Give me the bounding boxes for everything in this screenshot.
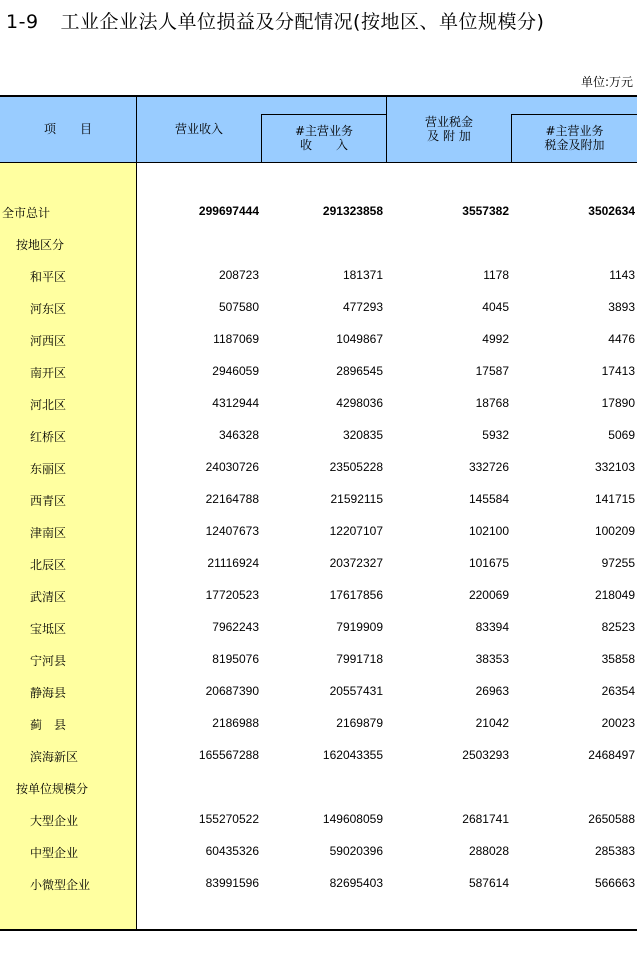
row-label: 东丽区 <box>30 462 67 476</box>
table-row <box>0 707 637 739</box>
cell-value: 7919909 <box>336 620 383 634</box>
cell-value: 346328 <box>218 428 259 442</box>
cell-value: 4992 <box>482 332 509 346</box>
table-row <box>0 451 637 483</box>
table-row <box>0 579 637 611</box>
table-row <box>0 771 637 803</box>
cell-value: 1143 <box>609 268 635 282</box>
cell-value: 17720523 <box>205 588 259 602</box>
table-row <box>0 291 637 323</box>
cell-value: 181371 <box>342 268 383 282</box>
cell-value: 477293 <box>342 300 383 314</box>
header-tax-line2: 及 附 加 <box>427 129 471 143</box>
cell-value: 20557431 <box>329 684 383 698</box>
header-main-revenue-line1: #主营业务 <box>294 124 354 138</box>
cell-value: 291323858 <box>322 204 383 218</box>
cell-value: 12407673 <box>205 524 259 538</box>
cell-value: 17413 <box>601 364 635 378</box>
table-row <box>0 611 637 643</box>
header-main-tax-line2: 税金及附加 <box>544 138 605 152</box>
row-label: 静海县 <box>30 686 67 700</box>
cell-value: 5932 <box>482 428 509 442</box>
row-label: 宁河县 <box>30 654 67 668</box>
cell-value: 141715 <box>594 492 635 506</box>
table-title: 工业企业法人单位损益及分配情况(按地区、单位规模分) <box>60 11 545 33</box>
cell-value: 1049867 <box>336 332 383 346</box>
cell-value: 2503293 <box>462 748 509 762</box>
row-label: 全市总计 <box>2 206 51 220</box>
table-row <box>0 387 637 419</box>
cell-value: 220069 <box>468 588 509 602</box>
cell-value: 21116924 <box>207 556 259 570</box>
row-label: 中型企业 <box>30 846 79 860</box>
cell-value: 24030726 <box>205 460 259 474</box>
row-label: 和平区 <box>30 270 67 284</box>
table-row <box>0 739 637 771</box>
cell-value: 8195076 <box>212 652 259 666</box>
cell-value: 3557382 <box>462 204 509 218</box>
cell-value: 285383 <box>594 844 635 858</box>
cell-value: 100209 <box>594 524 635 538</box>
row-label: 小微型企业 <box>30 878 91 892</box>
table-row <box>0 419 637 451</box>
cell-value: 2681741 <box>462 812 509 826</box>
row-label: 津南区 <box>30 526 67 540</box>
cell-value: 1178 <box>483 268 509 282</box>
header-main-tax <box>512 124 637 152</box>
cell-value: 2468497 <box>588 748 635 762</box>
row-label: 武清区 <box>30 590 67 604</box>
table-row <box>0 835 637 867</box>
row-label: 蓟 县 <box>30 718 67 732</box>
cell-value: 17617856 <box>329 588 383 602</box>
table-top-border <box>0 95 637 97</box>
cell-value: 102100 <box>468 524 509 538</box>
cell-value: 3502634 <box>588 204 635 218</box>
unit-label: 单位:万元 <box>580 75 633 89</box>
header-tax <box>387 115 511 143</box>
header-main-tax-line1: #主营业务 <box>545 124 604 138</box>
cell-value: 2169879 <box>336 716 383 730</box>
cell-value: 4298036 <box>336 396 383 410</box>
cell-value: 18768 <box>475 396 509 410</box>
header-bottom-border <box>0 162 637 163</box>
header-sub-line-2 <box>512 114 637 115</box>
cell-value: 17587 <box>475 364 509 378</box>
table-row <box>0 515 637 547</box>
cell-value: 2186988 <box>212 716 259 730</box>
cell-value: 208723 <box>218 268 259 282</box>
row-label: 河西区 <box>30 334 67 348</box>
cell-value: 2896545 <box>336 364 383 378</box>
cell-value: 21592115 <box>330 492 383 506</box>
cell-value: 22164788 <box>205 492 259 506</box>
header-tax-line1: 营业税金 <box>424 115 473 129</box>
cell-value: 23505228 <box>329 460 383 474</box>
cell-value: 60435326 <box>205 844 259 858</box>
row-label: 河北区 <box>30 398 67 412</box>
cell-value: 26963 <box>475 684 509 698</box>
row-label: 滨海新区 <box>30 750 79 764</box>
page-title <box>6 7 544 34</box>
cell-value: 83991596 <box>205 876 259 890</box>
cell-value: 2650588 <box>588 812 635 826</box>
row-label: 按单位规模分 <box>16 782 89 796</box>
table-row <box>0 675 637 707</box>
cell-value: 17890 <box>601 396 635 410</box>
table-row <box>0 803 637 835</box>
cell-value: 59020396 <box>329 844 383 858</box>
cell-value: 288028 <box>468 844 509 858</box>
table-row <box>0 547 637 579</box>
header-revenue: 营业收入 <box>174 122 223 136</box>
cell-value: 4312944 <box>212 396 259 410</box>
cell-value: 1187069 <box>213 332 259 346</box>
cell-value: 83394 <box>475 620 509 634</box>
cell-value: 299697444 <box>198 204 259 218</box>
table-row <box>0 867 637 899</box>
table-row <box>0 643 637 675</box>
cell-value: 4045 <box>482 300 509 314</box>
row-label: 红桥区 <box>30 430 67 444</box>
row-label: 西青区 <box>30 494 67 508</box>
table-row <box>0 355 637 387</box>
cell-value: 7991718 <box>336 652 383 666</box>
table-row <box>0 323 637 355</box>
cell-value: 20372327 <box>329 556 383 570</box>
cell-value: 3893 <box>608 300 635 314</box>
cell-value: 332103 <box>594 460 635 474</box>
header-item: 项 目 <box>43 122 92 136</box>
cell-value: 4476 <box>608 332 635 346</box>
cell-value: 332726 <box>468 460 509 474</box>
row-label: 按地区分 <box>16 238 65 252</box>
cell-value: 82523 <box>601 620 635 634</box>
cell-value: 507580 <box>218 300 259 314</box>
table-row <box>0 483 637 515</box>
cell-value: 155270522 <box>198 812 259 826</box>
cell-value: 38353 <box>475 652 509 666</box>
cell-value: 218049 <box>594 588 635 602</box>
cell-value: 20687390 <box>205 684 259 698</box>
table-bottom-border <box>0 929 637 931</box>
cell-value: 320835 <box>342 428 383 442</box>
col-divider-3 <box>386 96 387 163</box>
cell-value: 101675 <box>468 556 509 570</box>
cell-value: 587614 <box>468 876 509 890</box>
table-row <box>0 259 637 291</box>
cell-value: 7962243 <box>212 620 259 634</box>
cell-value: 566663 <box>594 876 635 890</box>
cell-value: 20023 <box>601 716 635 730</box>
cell-value: 97255 <box>601 556 635 570</box>
col-divider-4 <box>511 114 512 163</box>
cell-value: 21042 <box>475 716 509 730</box>
row-label: 河东区 <box>30 302 67 316</box>
cell-value: 82695403 <box>329 876 383 890</box>
cell-value: 12207107 <box>329 524 383 538</box>
cell-value: 162043355 <box>322 748 383 762</box>
row-label: 南开区 <box>30 366 67 380</box>
cell-value: 2946059 <box>212 364 259 378</box>
cell-value: 165567288 <box>198 748 259 762</box>
row-label: 大型企业 <box>30 814 79 828</box>
header-main-revenue <box>262 124 386 152</box>
row-label: 宝坻区 <box>30 622 67 636</box>
cell-value: 145584 <box>468 492 509 506</box>
col-divider-2 <box>261 114 262 163</box>
table-row <box>0 227 637 259</box>
header-main-revenue-line2: 收 入 <box>299 138 348 152</box>
header-sub-line-1 <box>262 114 386 115</box>
table-row <box>0 195 637 227</box>
table-number: 1-9 <box>6 11 39 33</box>
cell-value: 35858 <box>601 652 635 666</box>
row-label: 北辰区 <box>30 558 67 572</box>
cell-value: 26354 <box>601 684 635 698</box>
cell-value: 149608059 <box>322 812 383 826</box>
cell-value: 5069 <box>608 428 635 442</box>
